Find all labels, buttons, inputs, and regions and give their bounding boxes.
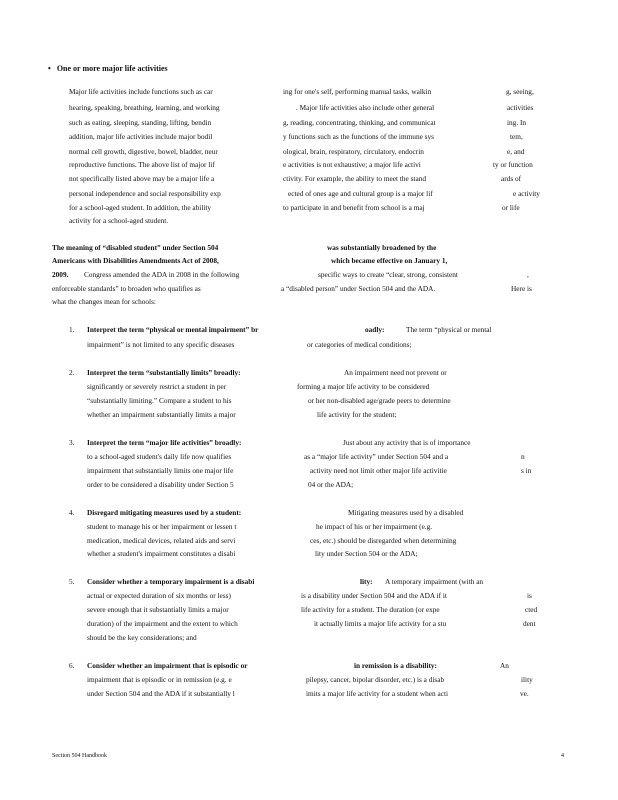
bullet-marker: • [48,64,51,73]
item-line: An [500,661,509,670]
item-heading: lity: [360,577,373,586]
item-line: duration) of the impairment and the extent to which [87,619,238,628]
paragraph-line: g, reading, concentrating, thinking, and communicat [283,118,436,127]
item-line: lity under Section 504 or the ADA; [315,549,418,558]
paragraph-line: addition, major life activities include major bodil [69,132,213,141]
paragraph-line: e activity [513,189,540,198]
meaning-line: enforceable standards” to broaden who qualifies as [52,284,201,293]
item-line: or her non-disabled age/grade peers to determine [308,396,451,405]
item-line: order to be considered a disability under Section 5 [87,480,234,489]
paragraph-line: ing for one's self, performing manual tasks, walkin [283,87,432,96]
paragraph-line: reproductive functions. The above list of major lif [69,160,215,169]
paragraph-line: e, and [507,147,525,156]
item-line: is [527,591,532,600]
paragraph-line: activity for a school-aged student. [69,216,169,225]
item-line: actual or expected duration of six months or less) [87,591,231,600]
paragraph-line: ctivity. For example, the ability to meet the stand [283,174,426,183]
paragraph-line: personal independence and social responsibility exp [69,189,221,198]
item-line: The term “physical or mental [406,325,492,334]
paragraph-line: ected of ones age and cultural group is a major lif [288,189,433,198]
footer-title: Section 504 Handbook [52,753,107,759]
item-line: it actually limits a major life activity for a stu [314,619,447,628]
list-number: 5. [69,577,75,586]
paragraph-line: ing. In [507,118,527,127]
meaning-line: The meaning of “disabled student” under Section 504 [52,243,219,252]
item-heading: Interpret the term “physical or mental impairment” br [87,325,259,334]
item-line: s in [521,466,532,475]
bullet-heading [48,64,168,73]
item-heading: Consider whether a temporary impairment is a disabi [87,577,255,586]
paragraph-line: for a school-aged student. In addition, the ability [69,203,212,212]
item-line: impairment that substantially limits one major life [87,466,234,475]
meaning-line: 2009. [52,270,69,279]
paragraph-line: activities [507,103,534,112]
item-line: to a school-aged student's daily life now qualifies [87,452,232,461]
bullet-heading-text: One or more major life activities [56,64,168,73]
item-heading: Disregard mitigating measures used by a student: [87,508,242,517]
meaning-line: specific ways to create “clear, strong, consistent [318,270,458,279]
item-line: whether a student's impairment constitutes a disabi [87,549,236,558]
paragraph-line: y functions such as the functions of the immune sys [283,132,434,141]
item-line: forming a major life activity to be considered [297,382,430,391]
item-line: ility [521,675,533,684]
item-line: Just about any activity that is of importance [343,438,471,447]
item-line: life activity for the student; [317,410,397,419]
paragraph-line: ards of [501,174,522,183]
item-heading: Interpret the term “substantially limits” broadly: [87,368,241,377]
list-number: 6. [69,661,75,670]
meaning-line: , [527,270,529,279]
item-line: whether an impairment substantially limits a major [87,410,236,419]
paragraph-line: tem, [510,132,523,141]
item-line: activity need not limit other major life activitie [310,466,447,475]
item-line: significantly or severely restrict a student in per [87,382,227,391]
item-line: ve. [520,689,529,698]
item-line: “substantially limiting.” Compare a student to his [87,396,232,405]
meaning-line: which became effective on January 1, [331,256,448,265]
item-heading: oadly: [365,325,385,334]
item-line: ces, etc.) should be disregarded when determining [310,536,457,545]
paragraph-line: such as eating, sleeping, standing, lifting, bendin [69,118,212,127]
meaning-line: Congress amended the ADA in 2008 in the following [84,270,240,279]
item-heading: Interpret the term “major life activities” broadly: [87,438,242,447]
item-line: pilepsy, cancer, bipolar disorder, etc.) is a disab [306,675,445,684]
item-line: Mitigating measures used by a disabled [348,508,464,517]
item-line: 04 or the ADA; [308,480,354,489]
paragraph-line: to participate in and benefit from school is a maj [283,203,425,212]
item-heading: Consider whether an impairment that is episodic or [87,661,248,670]
item-line: imits a major life activity for a student when acti [306,689,449,698]
paragraph-line: g, seeing, [506,87,534,96]
item-line: he impact of his or her impairment (e.g. [316,522,433,531]
item-line: cted [525,605,538,614]
meaning-line: Here is [511,284,532,293]
item-line: or categories of medical conditions; [307,340,412,349]
meaning-line: was substantially broadened by the [327,243,437,252]
item-line: should be the key considerations; and [87,633,197,642]
list-number: 3. [69,438,75,447]
item-line: severe enough that it substantially limits a major [87,605,229,614]
paragraph-line: Major life activities include functions such as car [69,87,213,96]
item-heading: in remission is a disability: [354,661,437,670]
item-line: dent [523,619,536,628]
page-number: 4 [561,753,564,759]
meaning-line: Americans with Disabilities Amendments Act of 2008, [52,256,219,265]
item-line: impairment” is not limited to any specific diseases [87,340,235,349]
meaning-line: a “disabled person” under Section 504 and the ADA. [281,284,436,293]
item-line: under Section 504 and the ADA if it substantially l [87,689,235,698]
paragraph-line: normal cell growth, digestive, bowel, bladder, neur [69,147,218,156]
paragraph-line: not specifically listed above may be a major life a [69,174,215,183]
item-line: n [521,452,525,461]
paragraph-line: ty or function [493,160,533,169]
item-line: A temporary impairment (with an [385,577,484,586]
list-number: 1. [69,325,75,334]
item-line: as a “major life activity” under Section 504 and a [304,452,449,461]
paragraph-line: hearing, speaking, breathing, learning, and working [69,103,220,112]
paragraph-line: e activities is not exhaustive; a major life activi [283,160,421,169]
item-line: An impairment need not prevent or [344,368,447,377]
item-line: student to manage his or her impairment or lessen t [87,522,237,531]
item-line: is a disability under Section 504 and the ADA if it [301,591,447,600]
list-number: 2. [69,368,75,377]
item-line: medication, medical devices, related aids and servi [87,536,236,545]
item-line: life activity for a student. The duration (or expe [301,605,440,614]
paragraph-line: . Major life activities also include other general [296,103,435,112]
list-number: 4. [69,508,75,517]
item-line: impairment that is episodic or in remission (e.g. e [87,675,232,684]
paragraph-line: or life [502,203,520,212]
paragraph-line: ological, brain, respiratory, circulatory, endocrin [283,147,424,156]
meaning-line: what the changes mean for schools: [52,297,156,306]
